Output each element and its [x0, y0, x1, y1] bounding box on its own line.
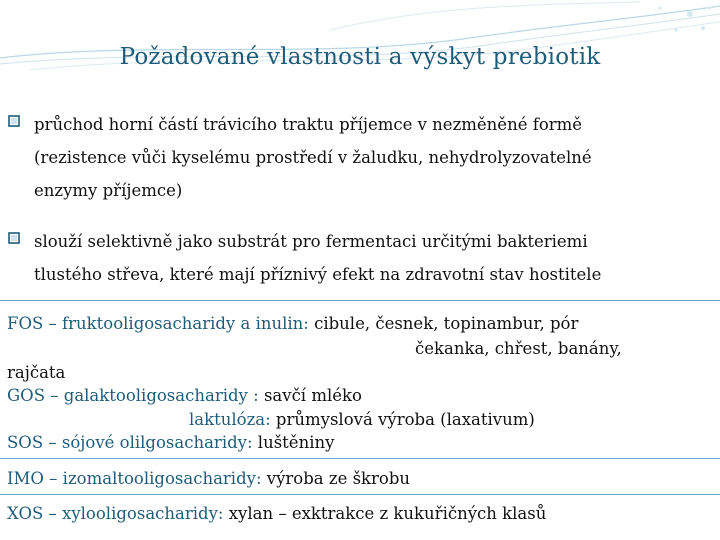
- sos-value: luštěniny: [257, 433, 335, 452]
- laktuloza-label: laktulóza:: [189, 410, 271, 429]
- slide-title: Požadované vlastnosti a výskyt prebiotik: [119, 44, 601, 70]
- fos-label: FOS – fruktooligosacharidy a inulin:: [7, 314, 309, 333]
- fos-value-line2: čekanka, chřest, banány,: [415, 339, 622, 358]
- xos-label: XOS – xylooligosacharidy:: [7, 504, 224, 523]
- section-divider: [0, 458, 720, 459]
- bullet-line: enzymy příjemce): [34, 181, 183, 200]
- imo-value: výroba ze škrobu: [266, 469, 411, 488]
- sos-label: SOS – sójové olilgosacharidy:: [7, 433, 253, 452]
- sos-line: [7, 433, 334, 452]
- bullet-line: (rezistence vůči kyselému prostředí v žaludku, nehydrolyzovatelné: [34, 148, 592, 167]
- imo-line: [7, 469, 410, 488]
- checkbox-bullet-icon: [8, 115, 20, 127]
- section-divider: [0, 494, 720, 495]
- fos-line: [7, 314, 578, 333]
- xos-line: [7, 504, 546, 523]
- bullet-line: průchod horní částí trávicího traktu příjemce v nezměněné formě: [34, 115, 583, 134]
- laktuloza-value: průmyslová výroba (laxativum): [275, 410, 535, 429]
- imo-label: IMO – izomaltooligosacharidy:: [7, 469, 262, 488]
- gos-value: savčí mléko: [263, 386, 362, 405]
- section-divider: [0, 300, 720, 301]
- fos-value-line3: rajčata: [7, 363, 66, 382]
- xos-value: xylan – exktrakce z kukuřičných klasů: [228, 504, 547, 523]
- fos-value: cibule, česnek, topinambur, pór: [314, 314, 579, 333]
- bullet-line: slouží selektivně jako substrát pro fermentaci určitými bakteriemi: [34, 232, 588, 251]
- gos-line: [7, 386, 362, 405]
- laktuloza-line: [189, 410, 535, 429]
- bullet-line: tlustého střeva, které mají příznivý efekt na zdravotní stav hostitele: [34, 265, 602, 284]
- checkbox-bullet-icon: [8, 232, 20, 244]
- gos-label: GOS – galaktooligosacharidy :: [7, 386, 259, 405]
